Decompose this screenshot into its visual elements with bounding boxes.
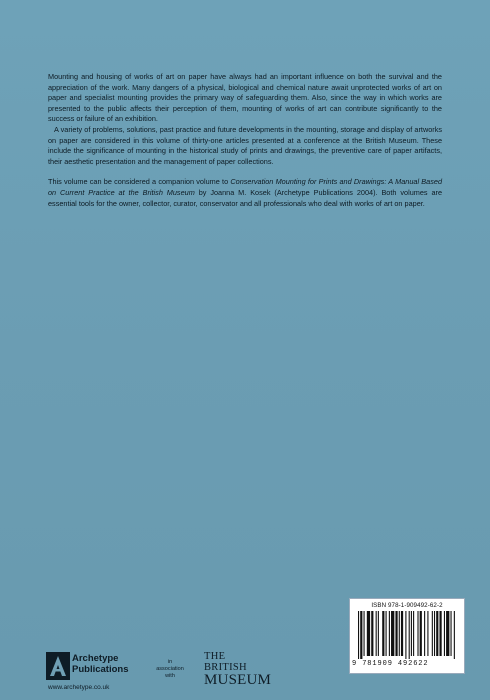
association-line-1: in <box>167 659 173 665</box>
museum-line-3: MUSEUM <box>204 672 272 688</box>
archetype-logo-icon <box>46 652 70 680</box>
barcode-bar <box>378 611 379 656</box>
association-line-3: with <box>165 672 175 679</box>
barcode-bar <box>420 611 422 656</box>
blurb-paragraph-3 <box>48 177 442 209</box>
barcode-bar <box>450 611 451 656</box>
barcode-bar <box>405 611 406 659</box>
barcode-bar <box>446 611 449 656</box>
barcode-bar <box>444 611 445 656</box>
publisher-name-line-2: Publications <box>72 664 129 675</box>
barcode-bar <box>399 611 400 656</box>
barcode-bar <box>454 611 455 659</box>
barcode-bar <box>417 611 418 656</box>
museum-line-2: BRITISH <box>204 662 247 673</box>
blurb-paragraph-2: A variety of problems, solutions, past practice and future developments in the mounting, storage and display of artworks on paper are considered in this volume of thirty-one articles presented at a conference at the British Museum. These include the significance of mounting in the historical study of prints and drawings, the preventive care of paper artifacts, their aesthetic presentation and the management of paper collections. <box>48 124 442 166</box>
blurb-text <box>48 72 442 209</box>
barcode-icon <box>358 611 456 659</box>
isbn-barcode-box <box>349 598 465 674</box>
barcode-bar <box>389 611 390 656</box>
association-line-2: association <box>156 665 184 672</box>
blurb-p3-before: This volume can be considered a companion volume to <box>48 177 231 187</box>
barcode-bar <box>432 611 433 656</box>
barcode-bar <box>386 611 387 656</box>
barcode-bar <box>436 611 438 656</box>
barcode-bar <box>413 611 414 656</box>
barcode-bar <box>411 611 412 656</box>
publisher-url: www.archetype.co.uk <box>48 684 110 691</box>
blurb-paragraph-1: Mounting and housing of works of art on paper have always had an important influence on both the survival and the appreciation of the work. Many dangers of a physical, biological and chemical nature await unprotected works of art on paper and specialist mounting provides the primary way of safeguarding them. Also, since the way in which works are presented to the public affects their perception of them, mounting of works of art can contribute significantly to the success or failure of an exhibition. <box>48 72 442 124</box>
museum-line-1: THE <box>204 651 226 662</box>
publisher-name <box>72 653 128 675</box>
barcode-bar <box>395 611 397 656</box>
british-museum-logo <box>204 652 271 687</box>
barcode-bar <box>364 611 365 656</box>
barcode-digits: 9 781909 492622 <box>352 660 429 668</box>
companion-volume-title: Conservation Mounting for Prints and Drawings: A Manual Based on Current Practice at the British Museum <box>48 177 442 197</box>
barcode-bar <box>409 611 410 659</box>
barcode-bar <box>358 611 359 659</box>
barcode-bar <box>391 611 394 656</box>
isbn-label: ISBN 978-1-909492-62-2 <box>371 602 443 609</box>
barcode-bar <box>376 611 377 656</box>
blurb-p3-after: by Joanna M. Kosek (Archetype Publications 2004). Both volumes are essential tools for the owner, collector, curator, conservator and all professionals who deal with works of art on paper. <box>48 187 443 208</box>
barcode-bar <box>367 611 370 656</box>
association-text <box>150 659 190 679</box>
barcode-bar <box>434 611 435 656</box>
barcode-bar <box>401 611 403 656</box>
barcode-bar <box>439 611 441 656</box>
barcode-bar <box>360 611 362 659</box>
barcode-bar <box>427 611 428 656</box>
publisher-name-line-1: Archetype <box>72 653 119 664</box>
barcode-bar <box>382 611 384 656</box>
barcode-bar <box>424 611 425 656</box>
barcode-bar <box>371 611 373 656</box>
